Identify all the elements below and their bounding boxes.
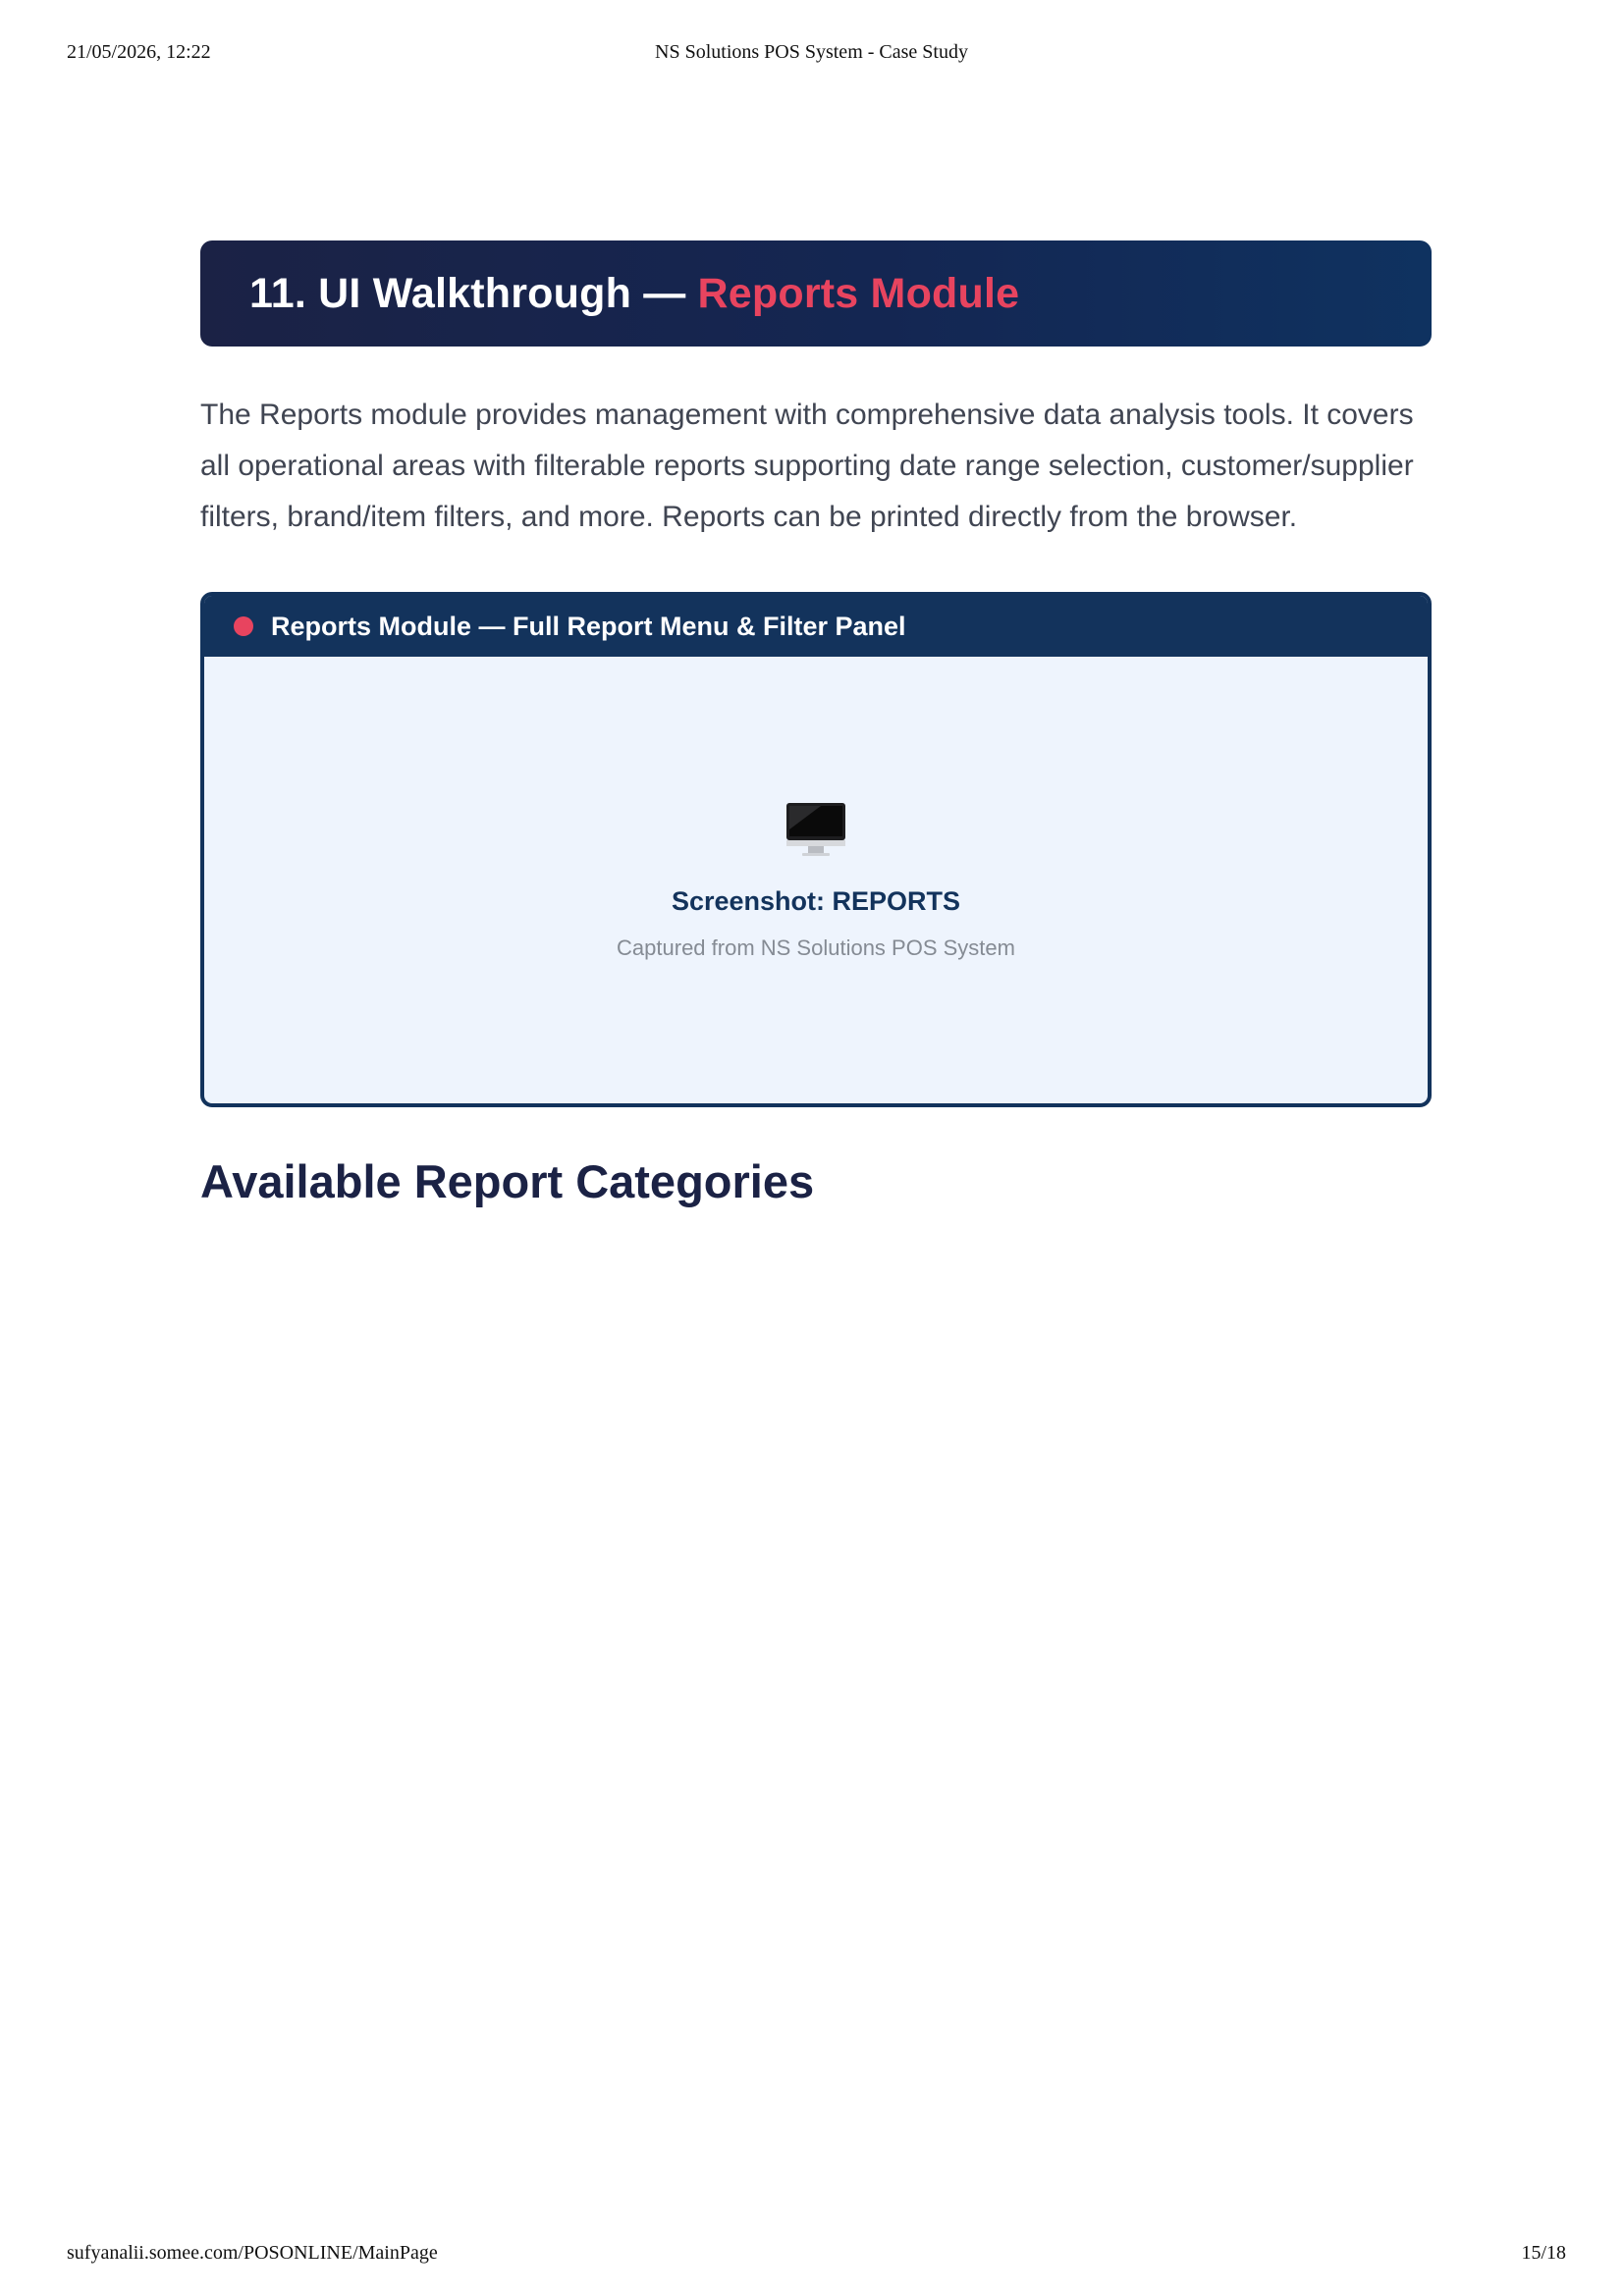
section-title	[249, 270, 1019, 318]
section-title-prefix: 11. UI Walkthrough —	[249, 269, 698, 317]
screenshot-card	[200, 592, 1432, 1107]
status-dot-icon	[234, 616, 253, 636]
print-url: sufyanalii.somee.com/POSONLINE/MainPage	[67, 2242, 438, 2264]
page-content	[200, 240, 1432, 1208]
print-document-title: NS Solutions POS System - Case Study	[655, 41, 968, 63]
screenshot-card-title: Reports Module — Full Report Menu & Filter Panel	[271, 611, 906, 641]
section-banner	[200, 240, 1432, 347]
print-header	[0, 41, 1623, 69]
screenshot-placeholder	[204, 657, 1428, 1103]
print-footer	[0, 2242, 1623, 2269]
monitor-icon	[785, 802, 846, 857]
print-page-number: 15/18	[1521, 2242, 1566, 2264]
intro-paragraph: The Reports module provides management with comprehensive data analysis tools. It covers all operational areas with filterable reports supporting date range selection, customer/supplier filters, brand/item filters, and more. Reports can be printed directly from the browser.	[200, 399, 1414, 533]
screenshot-card-header	[204, 596, 1428, 657]
screenshot-label: Screenshot: REPORTS	[671, 886, 961, 916]
print-datetime: 21/05/2026, 12:22	[67, 41, 211, 63]
section-title-accent: Reports Module	[697, 269, 1020, 317]
screenshot-caption: Captured from NS Solutions POS System	[617, 935, 1015, 960]
report-categories-heading: Available Report Categories	[200, 1155, 815, 1207]
